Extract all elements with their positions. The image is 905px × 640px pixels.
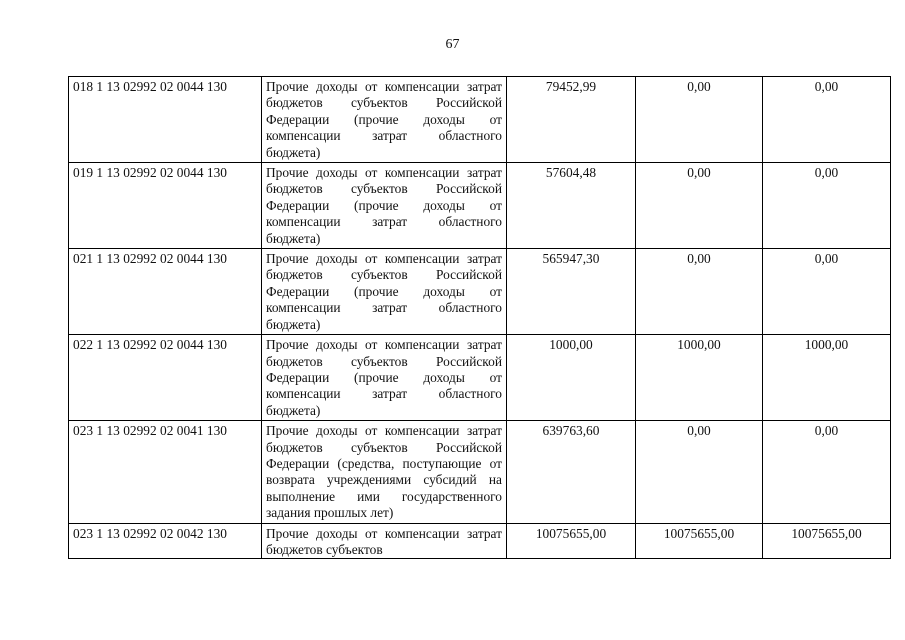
amount-1: 565947,30 <box>507 249 636 335</box>
amount-2: 10075655,00 <box>636 523 763 559</box>
budget-code: 022 1 13 02992 02 0044 130 <box>69 335 262 421</box>
amount-3: 0,00 <box>763 249 891 335</box>
revenue-table <box>68 76 891 559</box>
amount-3: 0,00 <box>763 421 891 523</box>
amount-2: 0,00 <box>636 163 763 249</box>
table-row <box>69 163 891 249</box>
amount-1: 639763,60 <box>507 421 636 523</box>
revenue-description: Прочие доходы от компенсации затрат бюджетов субъектов Российской Федерации (прочие доходы от компенсации затрат областного бюджета) <box>262 335 507 421</box>
amount-1: 1000,00 <box>507 335 636 421</box>
budget-code: 023 1 13 02992 02 0041 130 <box>69 421 262 523</box>
budget-code: 023 1 13 02992 02 0042 130 <box>69 523 262 559</box>
page-number: 67 <box>445 37 460 52</box>
table-row <box>69 77 891 163</box>
amount-2: 0,00 <box>636 77 763 163</box>
amount-2: 1000,00 <box>636 335 763 421</box>
revenue-description: Прочие доходы от компенсации затрат бюджетов субъектов <box>262 523 507 559</box>
budget-code: 018 1 13 02992 02 0044 130 <box>69 77 262 163</box>
revenue-description: Прочие доходы от компенсации затрат бюджетов субъектов Российской Федерации (прочие доходы от компенсации затрат областного бюджета) <box>262 249 507 335</box>
amount-1: 79452,99 <box>507 77 636 163</box>
revenue-description: Прочие доходы от компенсации затрат бюджетов субъектов Российской Федерации (прочие доходы от компенсации затрат областного бюджета) <box>262 163 507 249</box>
table-row <box>69 335 891 421</box>
amount-2: 0,00 <box>636 249 763 335</box>
amount-3: 1000,00 <box>763 335 891 421</box>
revenue-description: Прочие доходы от компенсации затрат бюджетов субъектов Российской Федерации (прочие доходы от компенсации затрат областного бюджета) <box>262 77 507 163</box>
amount-3: 0,00 <box>763 163 891 249</box>
budget-code: 021 1 13 02992 02 0044 130 <box>69 249 262 335</box>
table-row <box>69 421 891 523</box>
amount-3: 0,00 <box>763 77 891 163</box>
table-row <box>69 523 891 559</box>
amount-2: 0,00 <box>636 421 763 523</box>
revenue-description: Прочие доходы от компенсации затрат бюджетов субъектов Российской Федерации (средства, поступающие от возврата учреждениями субсидий на выполнение ими государственного задания прошлых лет) <box>262 421 507 523</box>
amount-1: 57604,48 <box>507 163 636 249</box>
table-row <box>69 249 891 335</box>
amount-3: 10075655,00 <box>763 523 891 559</box>
amount-1: 10075655,00 <box>507 523 636 559</box>
budget-code: 019 1 13 02992 02 0044 130 <box>69 163 262 249</box>
